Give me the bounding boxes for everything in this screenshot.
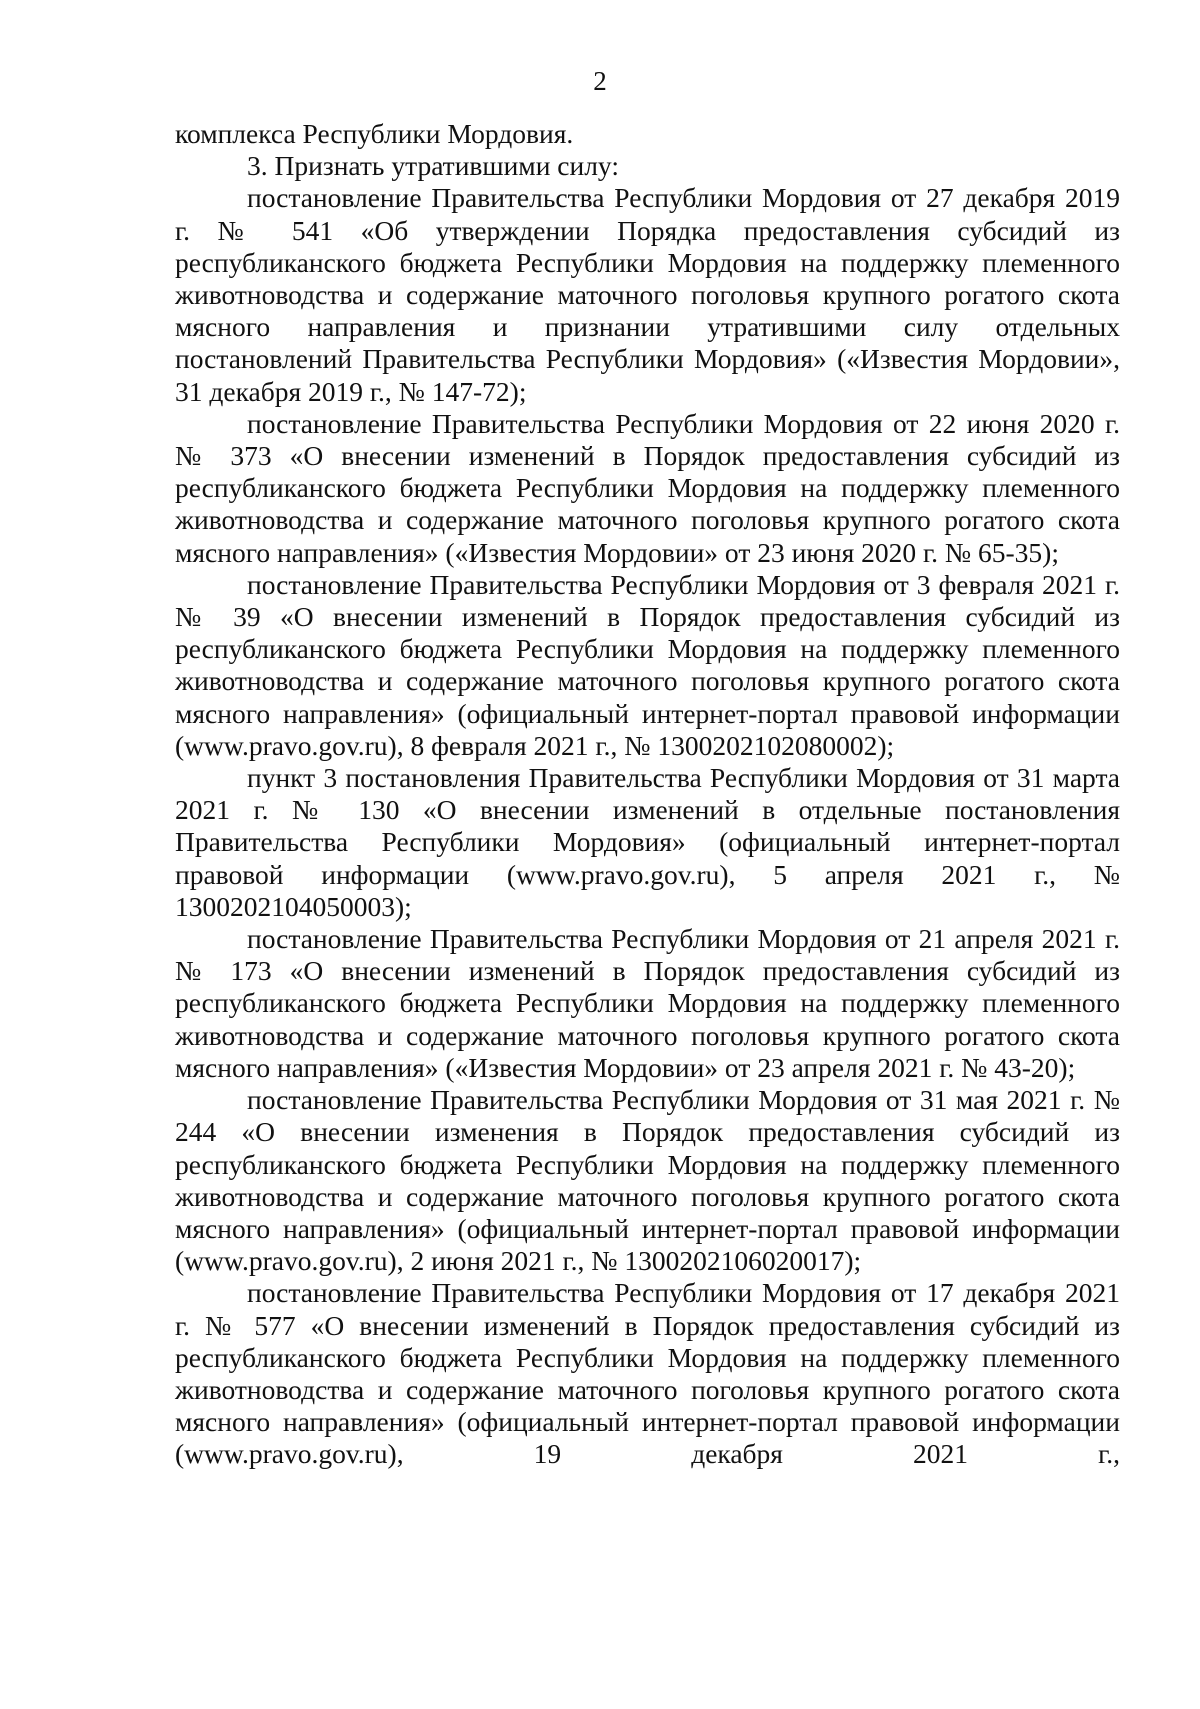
paragraph-repealed-244: постановление Правительства Республики Мордовия от 31 мая 2021 г. № 244 «О внесении изменения в Порядок предоставления субсидий из республиканского бюджета Республики Мордовия на поддержку племенного животноводства и содержание маточного поголовья крупного рогатого скота мясного направления» (официальный интернет-портал правовой информации (www.pravo.gov.ru), 2 июня 2021 г., № 1300202106020017); xyxy=(175,1084,1120,1277)
page-number: 2 xyxy=(593,66,607,96)
paragraph-repealed-39: постановление Правительства Республики Мордовия от 3 февраля 2021 г. № 39 «О внесении изменений в Порядок предоставления субсидий из республиканского бюджета Республики Мордовия на поддержку племенного животноводства и содержание маточного поголовья крупного рогатого скота мясного направления» (официальный интернет-портал правовой информации (www.pravo.gov.ru), 8 февраля 2021 г., № 1300202102080002); xyxy=(175,568,1120,761)
paragraph-repealed-541: постановление Правительства Республики Мордовия от 27 декабря 2019 г. № 541 «Об утверждении Порядка предоставления субсидий из республиканского бюджета Республики Мордовия на поддержку племенного животноводства и содержание маточного поголовья крупного рогатого скота мясного направления и признании утратившими силу отдельных постановлений Правительства Республики Мордовия» («Известия Мордовии», 31 декабря 2019 г., № 147-72); xyxy=(175,182,1120,407)
paragraph-item-3: 3. Признать утратившими силу: xyxy=(247,150,619,182)
paragraph-repealed-173: постановление Правительства Республики Мордовия от 21 апреля 2021 г. № 173 «О внесении изменений в Порядок предоставления субсидий из республиканского бюджета Республики Мордовия на поддержку племенного животноводства и содержание маточного поголовья крупного рогатого скота мясного направления» («Известия Мордовии» от 23 апреля 2021 г. № 43-20); xyxy=(175,923,1120,1083)
paragraph-repealed-373: постановление Правительства Республики Мордовия от 22 июня 2020 г. № 373 «О внесении изменений в Порядок предоставления субсидий из республиканского бюджета Республики Мордовия на поддержку племенного животноводства и содержание маточного поголовья крупного рогатого скота мясного направления» («Известия Мордовии» от 23 июня 2020 г. № 65-35); xyxy=(175,407,1120,568)
document-body xyxy=(175,118,1120,1471)
paragraph-repealed-130: пункт 3 постановления Правительства Республики Мордовия от 31 марта 2021 г. № 130 «О внесении изменений в отдельные постановления Правительства Республики Мордовия» (официальный интернет-портал правовой информации (www.pravo.gov.ru), 5 апреля 2021 г., № 1300202104050003); xyxy=(175,762,1120,922)
paragraph-repealed-577: постановление Правительства Республики Мордовия от 17 декабря 2021 г. № 577 «О внесении изменений в Порядок предоставления субсидий из республиканского бюджета Республики Мордовия на поддержку племенного животноводства и содержание маточного поголовья крупного рогатого скота мясного направления» (официальный интернет-портал правовой информации (www.pravo.gov.ru), 19 декабря 2021 г., xyxy=(175,1277,1120,1470)
paragraph-continuation: комплекса Республики Мордовия. xyxy=(175,118,574,149)
